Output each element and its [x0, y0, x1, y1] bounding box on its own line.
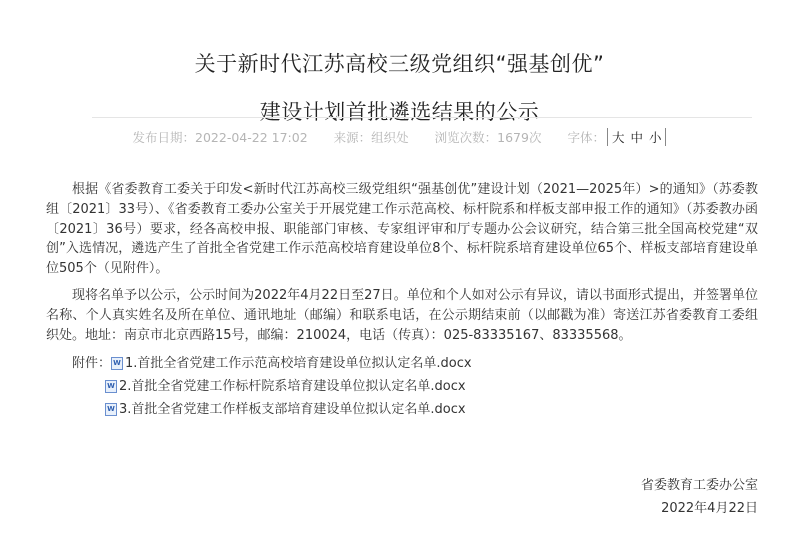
signature-date: 2022年4月22日	[661, 501, 758, 516]
page-title-line-1: 关于新时代江苏高校三级党组织“强基创优”	[194, 52, 605, 77]
font-size-medium-button[interactable]: 中	[630, 130, 643, 145]
font-size-small-button[interactable]: 小	[648, 130, 662, 145]
article-meta	[0, 128, 799, 146]
meta-divider	[92, 117, 752, 118]
article-body	[46, 180, 758, 421]
source: 来源：组织处	[333, 130, 409, 145]
attachment-row-1	[46, 352, 758, 375]
font-size-switcher	[607, 128, 667, 146]
body-paragraph-1: 根据《省委教育工委关于印发<新时代江苏高校三级党组织“强基创优”建设计划（2021—2025年）>的通知》（苏委教组〔2021〕33号）、《省委教育工委办公室关于开展党建工作示范高校、标杆院系和样板支部申报工作的通知》（苏委教办函〔2021〕36号）要求，经各高校申报、职能部门审核、专家组评审和厅专题办公会议研究，结合第三批全国高校党建“双创”入选情况，遴选产生了首批全省党建工作示范高校培育建设单位8个、标杆院系培育建设单位65个、样板支部培育建设单位505个（见附件）。	[46, 182, 758, 277]
attachment-link-2[interactable]: 2.首批全省党建工作标杆院系培育建设单位拟认定名单.docx	[119, 379, 466, 395]
word-doc-icon: W	[111, 357, 123, 370]
font-size-large-button[interactable]: 大	[611, 130, 625, 145]
body-paragraph-2: 现将名单予以公示，公示时间为2022年4月22日至27日。单位和个人如对公示有异议，请以书面形式提出，并签署单位名称、个人真实姓名及所在单位、通讯地址（邮编）和联系电话，在公示期结束前（以邮戳为准）寄送江苏省委教育工委组织处。地址：南京市北京西路15号，邮编：210024，电话（传真）：025-83335167、83335568。	[46, 287, 758, 343]
signature-org: 省委教育工委办公室	[640, 478, 758, 493]
page-title-line-2: 建设计划首批遴选结果的公示	[259, 100, 540, 125]
word-doc-icon: W	[105, 403, 117, 416]
attachment-row-2	[46, 375, 758, 398]
view-count: 浏览次数：1679次	[434, 130, 542, 145]
attachment-link-3[interactable]: 3.首批全省党建工作样板支部培育建设单位拟认定名单.docx	[119, 402, 466, 418]
word-doc-icon: W	[105, 380, 117, 393]
font-size-label: 字体：	[567, 130, 605, 145]
attachment-row-3	[46, 398, 758, 421]
publish-date: 发布日期：2022-04-22 17:02	[132, 130, 308, 145]
attachments-label: 附件：	[72, 356, 112, 372]
attachment-link-1[interactable]: 1.首批全省党建工作示范高校培育建设单位拟认定名单.docx	[125, 356, 472, 372]
